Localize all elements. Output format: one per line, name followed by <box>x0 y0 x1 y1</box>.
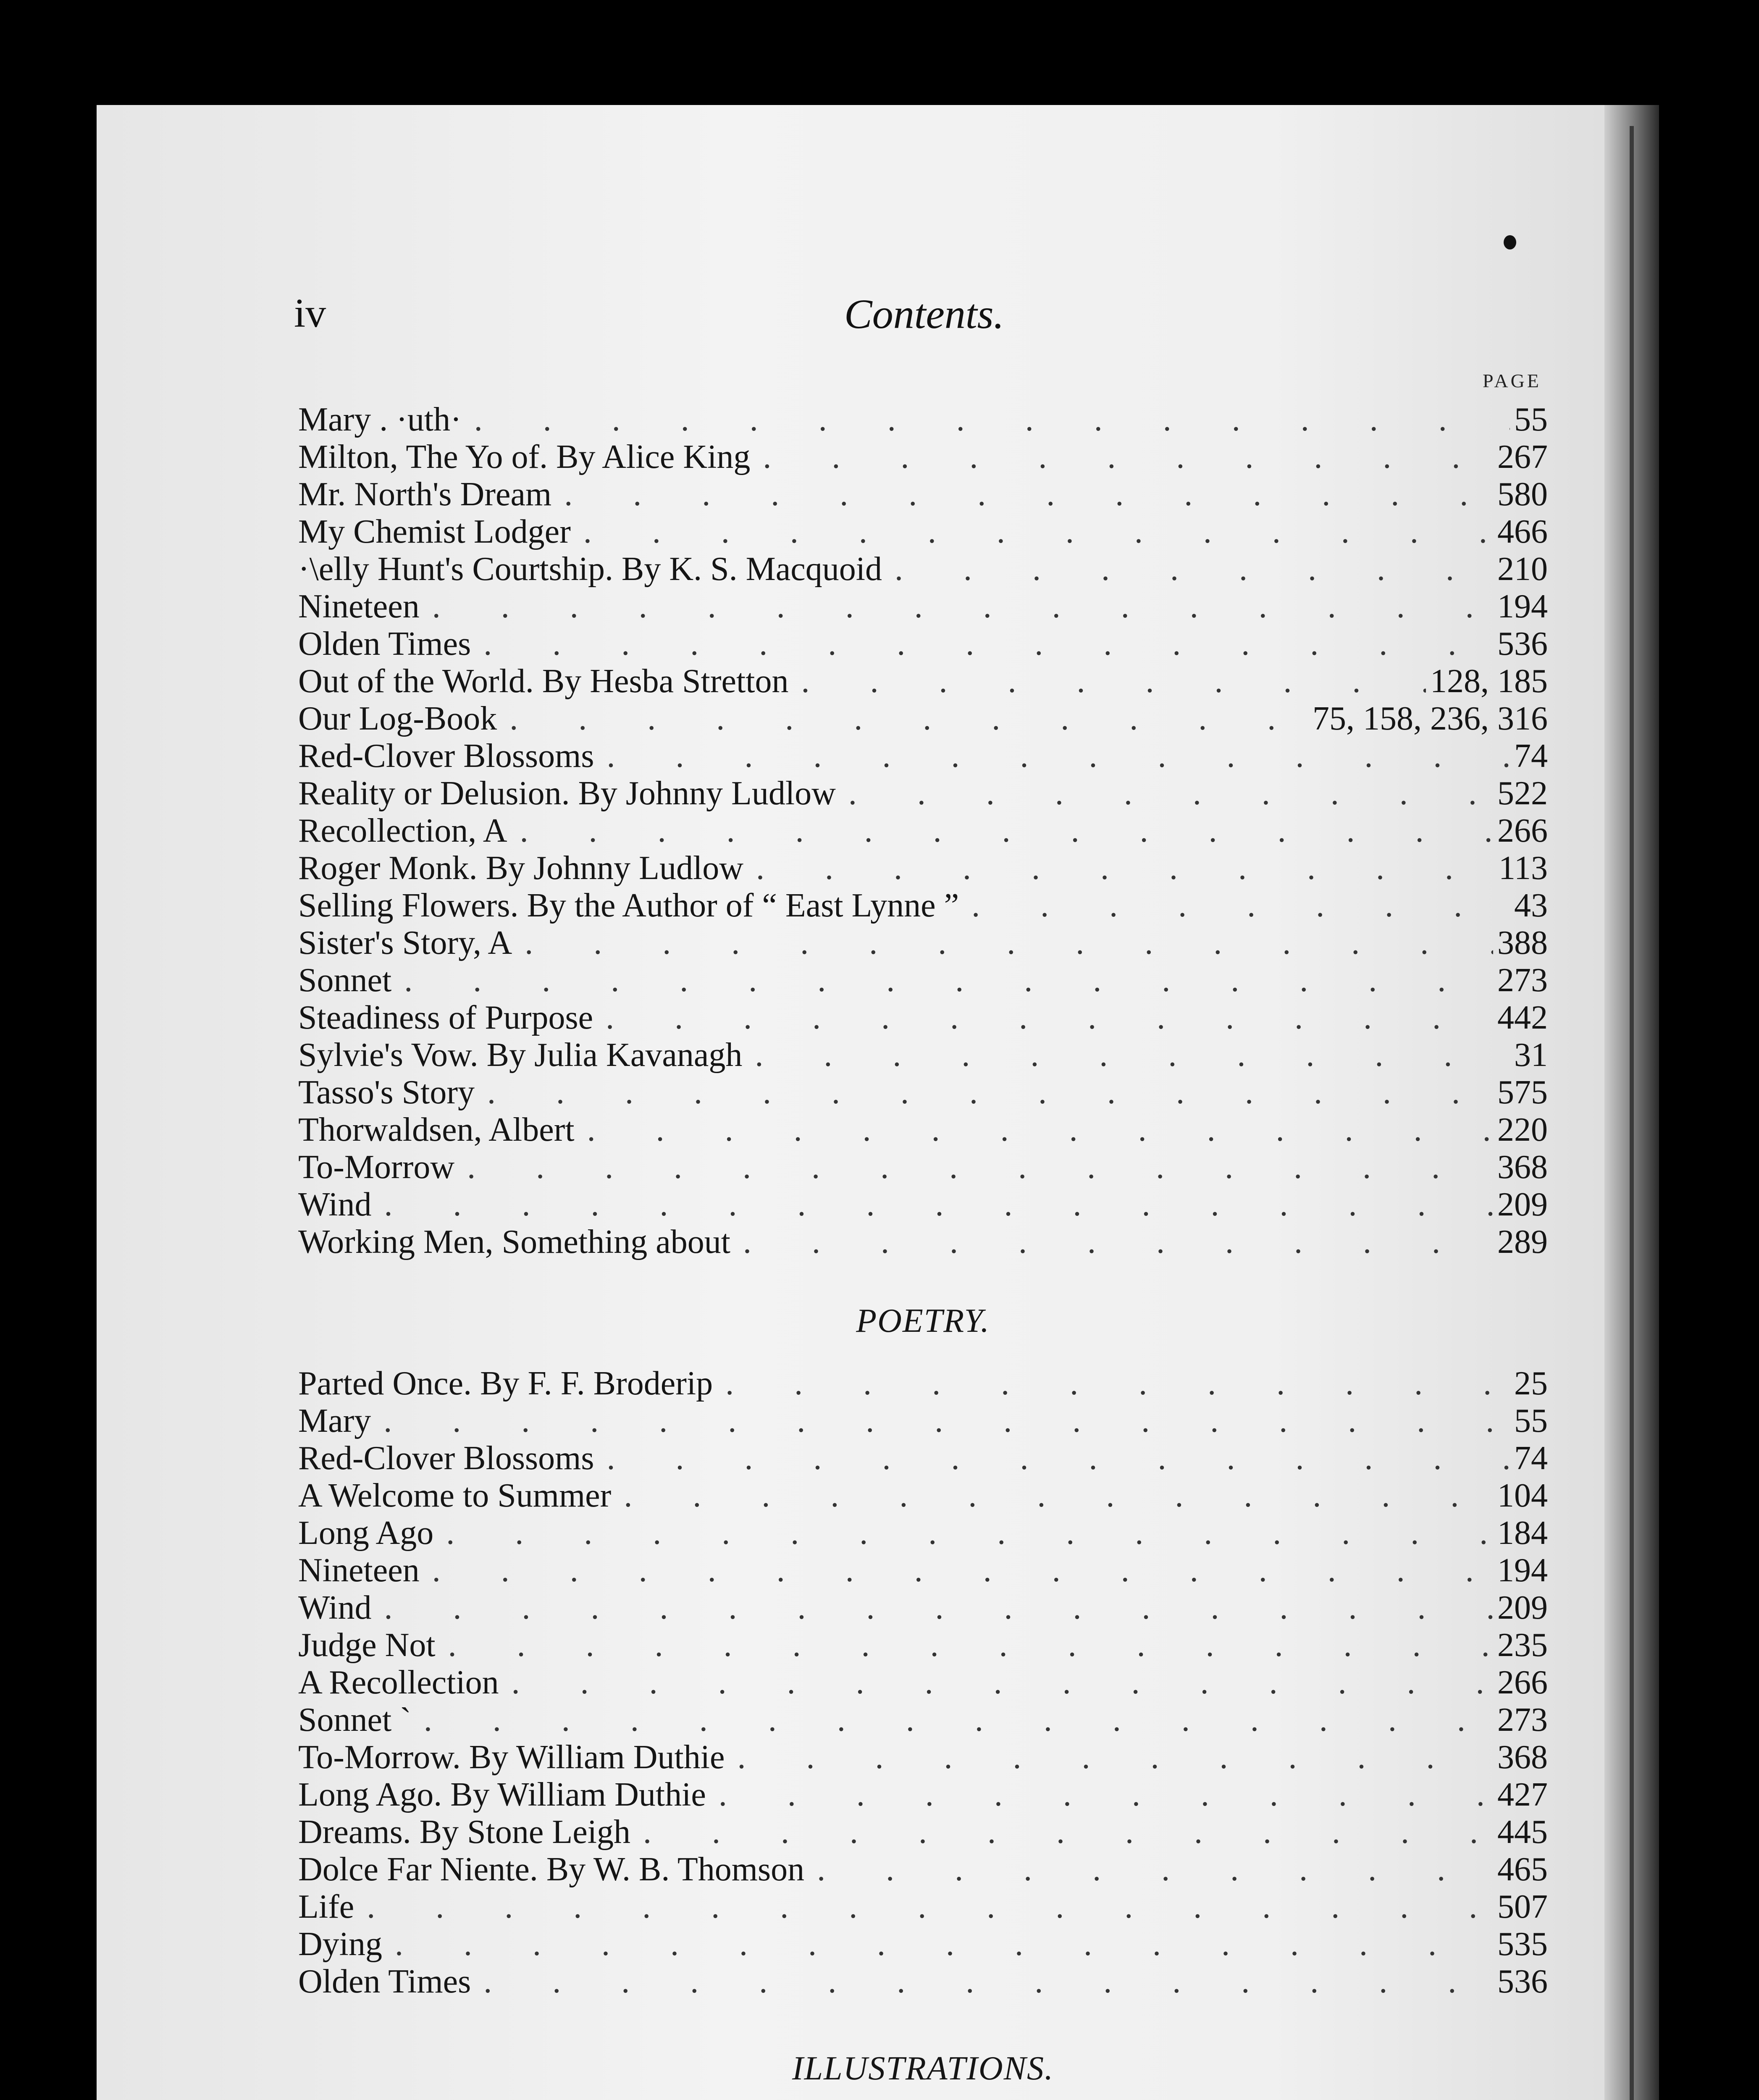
dot-leader <box>433 1515 1493 1552</box>
toc-entry <box>298 551 1548 588</box>
entry-page-number: 194 <box>1497 1552 1548 1589</box>
dot-leader <box>499 1664 1493 1701</box>
entry-page-number: 220 <box>1497 1111 1548 1148</box>
entry-title: Sylvie's Vow. By Julia Kavanagh <box>298 1037 743 1074</box>
entry-page-number: 74 <box>1514 738 1548 774</box>
toc-entry <box>298 1440 1548 1477</box>
dot-leader <box>571 513 1493 551</box>
page-column-label: PAGE <box>1483 370 1541 391</box>
toc-entry <box>298 1111 1548 1149</box>
toc-entry <box>298 1776 1548 1814</box>
dot-leader <box>750 438 1493 476</box>
entry-page-number: 388 <box>1497 924 1548 961</box>
dot-leader <box>706 1776 1493 1814</box>
entry-page-number: 273 <box>1497 1701 1548 1738</box>
entry-title: Our Log-Book <box>298 700 497 737</box>
toc-entry <box>298 1963 1548 2000</box>
toc-entry <box>298 1223 1548 1261</box>
entry-title: ·\elly Hunt's Courtship. By K. S. Macquoid <box>298 551 882 588</box>
entry-page-number: 194 <box>1497 588 1548 625</box>
toc-entry <box>298 1552 1548 1589</box>
ink-speck <box>1504 235 1516 249</box>
entry-title: A Recollection <box>298 1664 499 1701</box>
toc-entry <box>298 1515 1548 1552</box>
entry-page-number: 235 <box>1497 1627 1548 1664</box>
entry-title: Mr. North's Dream <box>298 476 552 513</box>
entry-page-number: 522 <box>1497 775 1548 812</box>
entry-title: Mary <box>298 1402 371 1439</box>
toc-entry <box>298 1627 1548 1664</box>
dot-leader <box>959 887 1510 924</box>
entry-page-number: 575 <box>1497 1074 1548 1111</box>
entry-title: Life <box>298 1888 354 1925</box>
toc-entry <box>298 1149 1548 1186</box>
toc-entry <box>298 850 1548 887</box>
entry-page-number: 442 <box>1497 999 1548 1036</box>
dot-leader <box>882 551 1493 588</box>
entry-page-number: 267 <box>1497 438 1548 475</box>
dot-leader <box>411 1701 1493 1739</box>
entry-title: Dying <box>298 1926 382 1963</box>
toc-entry <box>298 962 1548 999</box>
entry-page-number: 266 <box>1497 1664 1548 1701</box>
entry-title: Olden Times <box>298 1963 471 2000</box>
toc-entry <box>298 1037 1548 1074</box>
entry-title: Wind <box>298 1186 372 1223</box>
entry-page-number: 43 <box>1514 887 1548 924</box>
toc-entry <box>298 812 1548 850</box>
contents-list <box>298 401 1548 1261</box>
toc-entry <box>298 1589 1548 1627</box>
page-edge <box>1630 126 1634 2100</box>
dot-leader <box>743 850 1494 887</box>
dot-leader <box>594 1440 1510 1477</box>
toc-entry <box>298 1739 1548 1776</box>
entry-page-number: 266 <box>1497 812 1548 849</box>
entry-title: My Chemist Lodger <box>298 513 571 550</box>
entry-title: Judge Not <box>298 1627 436 1664</box>
dot-leader <box>611 1477 1493 1515</box>
toc-entry <box>298 1186 1548 1223</box>
dot-leader <box>471 625 1493 663</box>
entry-page-number: 184 <box>1497 1515 1548 1551</box>
dot-leader <box>371 1402 1510 1440</box>
poetry-heading: POETRY. <box>856 1302 990 1339</box>
dot-leader <box>512 924 1493 962</box>
toc-entry <box>298 999 1548 1037</box>
toc-entry <box>298 924 1548 962</box>
page-number: iv <box>294 291 326 336</box>
dot-leader <box>354 1888 1493 1926</box>
dot-leader <box>420 1552 1493 1589</box>
entry-title: Nineteen <box>298 588 420 625</box>
entry-page-number: 536 <box>1497 625 1548 662</box>
entry-title: Working Men, Something about <box>298 1223 731 1260</box>
entry-title: Recollection, A <box>298 812 507 849</box>
toc-entry <box>298 775 1548 812</box>
dot-leader <box>630 1814 1493 1851</box>
toc-entry <box>298 1701 1548 1739</box>
dot-leader <box>594 738 1510 775</box>
entry-page-number: 507 <box>1497 1888 1548 1925</box>
entry-title: Olden Times <box>298 625 471 662</box>
entry-page-number: 210 <box>1497 551 1548 588</box>
entry-page-number: 104 <box>1497 1477 1548 1514</box>
entry-page-number: 465 <box>1497 1851 1548 1888</box>
dot-leader <box>382 1926 1493 1963</box>
toc-entry <box>298 663 1548 700</box>
entry-title: Parted Once. By F. F. Broderip <box>298 1365 713 1402</box>
entry-title: Nineteen <box>298 1552 420 1589</box>
dot-leader <box>462 401 1510 438</box>
entry-page-number: 113 <box>1498 850 1548 887</box>
entry-title: Out of the World. By Hesba Stretton <box>298 663 789 700</box>
entry-page-number: 535 <box>1497 1926 1548 1963</box>
entry-title: Sonnet ` <box>298 1701 411 1738</box>
poetry-list <box>298 1365 1548 2000</box>
entry-title: Long Ago. By William Duthie <box>298 1776 706 1813</box>
entry-title: Steadiness of Purpose <box>298 999 593 1036</box>
dot-leader <box>575 1111 1493 1149</box>
entry-title: Milton, The Yo of. By Alice King <box>298 438 751 475</box>
entry-title: Reality or Delusion. By Johnny Ludlow <box>298 775 836 812</box>
toc-entry <box>298 1664 1548 1701</box>
dot-leader <box>551 476 1493 513</box>
entry-title: Sonnet <box>298 962 392 999</box>
entry-title: Mary . ·uth· <box>298 401 462 438</box>
illustrations-heading: ILLUSTRATIONS. <box>792 2050 1054 2087</box>
running-title: Contents. <box>844 291 1004 337</box>
dot-leader <box>804 1851 1493 1888</box>
page-header <box>294 290 1554 340</box>
toc-entry <box>298 738 1548 775</box>
toc-entry <box>298 1402 1548 1440</box>
entry-title: To-Morrow <box>298 1149 455 1186</box>
entry-page-number: 209 <box>1497 1186 1548 1223</box>
toc-entry <box>298 1888 1548 1926</box>
entry-page-number: 466 <box>1497 513 1548 550</box>
dot-leader <box>593 999 1493 1037</box>
dot-leader <box>475 1074 1493 1111</box>
entry-page-number: 445 <box>1497 1814 1548 1851</box>
entry-page-number: 75, 158, 236, 316 <box>1313 700 1548 737</box>
toc-entry <box>298 625 1548 663</box>
dot-leader <box>789 663 1426 700</box>
toc-entry <box>298 476 1548 513</box>
entry-title: Tasso's Story <box>298 1074 475 1111</box>
toc-entry <box>298 1365 1548 1402</box>
toc-entry <box>298 1477 1548 1515</box>
dot-leader <box>713 1365 1510 1402</box>
entry-page-number: 209 <box>1497 1589 1548 1626</box>
toc-entry <box>298 588 1548 625</box>
entry-page-number: 25 <box>1514 1365 1548 1402</box>
entry-page-number: 74 <box>1514 1440 1548 1477</box>
toc-entry <box>298 401 1548 438</box>
entry-title: A Welcome to Summer <box>298 1477 612 1514</box>
entry-page-number: 427 <box>1497 1776 1548 1813</box>
entry-title: Sister's Story, A <box>298 924 512 961</box>
toc-entry <box>298 887 1548 924</box>
dot-leader <box>725 1739 1493 1776</box>
toc-entry <box>298 513 1548 551</box>
dot-leader <box>420 588 1493 625</box>
entry-page-number: 368 <box>1497 1149 1548 1186</box>
entry-page-number: 580 <box>1497 476 1548 513</box>
toc-entry <box>298 700 1548 738</box>
entry-page-number: 536 <box>1497 1963 1548 2000</box>
entry-page-number: 31 <box>1514 1037 1548 1074</box>
entry-title: Dreams. By Stone Leigh <box>298 1814 630 1851</box>
entry-title: Roger Monk. By Johnny Ludlow <box>298 850 743 887</box>
entry-page-number: 289 <box>1497 1223 1548 1260</box>
dot-leader <box>836 775 1493 812</box>
dot-leader <box>372 1186 1493 1223</box>
entry-page-number: 128, 185 <box>1430 663 1548 700</box>
dot-leader <box>391 962 1493 999</box>
entry-title: To-Morrow. By William Duthie <box>298 1739 725 1776</box>
entry-title: Red-Clover Blossoms <box>298 738 594 774</box>
toc-entry <box>298 438 1548 476</box>
entry-page-number: 368 <box>1497 1739 1548 1776</box>
dot-leader <box>436 1627 1493 1664</box>
toc-entry <box>298 1926 1548 1963</box>
entry-title: Thorwaldsen, Albert <box>298 1111 575 1148</box>
entry-title: Long Ago <box>298 1515 434 1551</box>
entry-title: Wind <box>298 1589 372 1626</box>
entry-title: Red-Clover Blossoms <box>298 1440 594 1477</box>
entry-page-number: 273 <box>1497 962 1548 999</box>
dot-leader <box>454 1149 1493 1186</box>
entry-title: Dolce Far Niente. By W. B. Thomson <box>298 1851 805 1888</box>
toc-entry <box>298 1851 1548 1888</box>
toc-entry <box>298 1814 1548 1851</box>
entry-title: Selling Flowers. By the Author of “ East Lynne ” <box>298 887 959 924</box>
dot-leader <box>497 700 1308 738</box>
entry-page-number: 55 <box>1514 1402 1548 1439</box>
dot-leader <box>742 1037 1510 1074</box>
entry-page-number: 55 <box>1514 401 1548 438</box>
toc-entry <box>298 1074 1548 1111</box>
dot-leader <box>471 1963 1493 2000</box>
dot-leader <box>730 1223 1493 1261</box>
dot-leader <box>372 1589 1493 1627</box>
dot-leader <box>507 812 1493 850</box>
